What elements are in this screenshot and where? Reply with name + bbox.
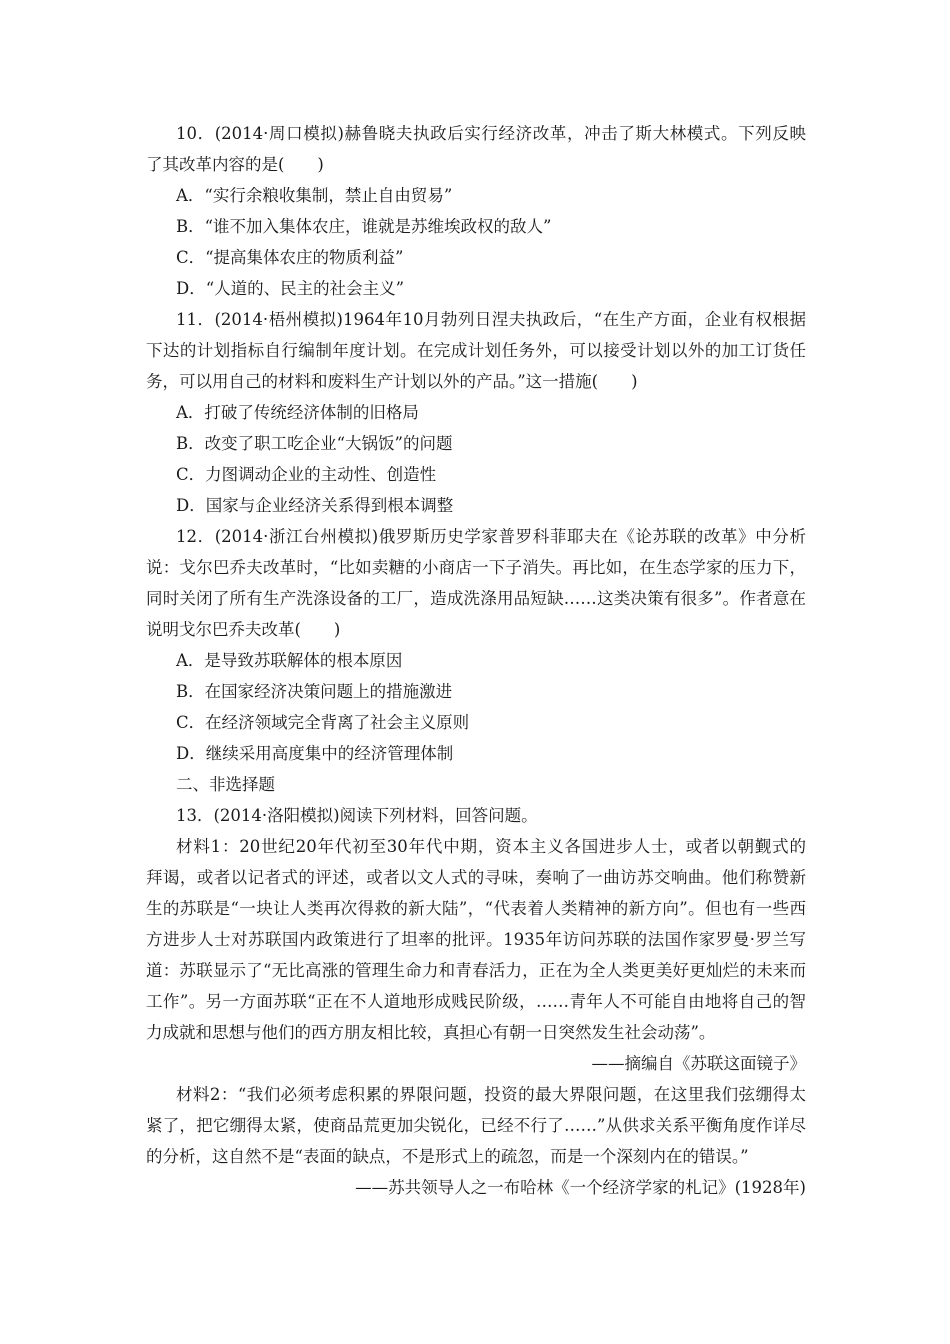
question-12-option-d: D．继续采用高度集中的经济管理体制 xyxy=(176,744,454,763)
question-12-stem-line-4: 说明戈尔巴乔夫改革( ) xyxy=(146,620,341,639)
material-1-line-1: 材料1：20世纪20年代初至30年代中期，资本主义各国进步人士，或者以朝觐式的 xyxy=(176,837,806,856)
section-heading-non-choice: 二、非选择题 xyxy=(176,775,275,794)
question-12-stem-line-3: 同时关闭了所有生产洗涤设备的工厂，造成洗涤用品短缺……这类决策有很多”。作者意在 xyxy=(146,589,806,608)
question-11-stem-line-2: 下达的计划指标自行编制年度计划。在完成计划任务外，可以接受计划以外的加工订货任 xyxy=(146,341,806,360)
question-10-option-d: D．“人道的、民主的社会主义” xyxy=(176,279,405,298)
question-10-stem-line-2: 了其改革内容的是( ) xyxy=(146,155,324,174)
question-11 xyxy=(146,304,806,521)
material-1-line-7: 力成就和思想与他们的西方朋友相比较，真担心有朝一日突然发生社会动荡”。 xyxy=(146,1023,716,1042)
material-2 xyxy=(146,1079,806,1203)
question-11-stem-line-1: 11．(2014·梧州模拟)1964年10月勃列日涅夫执政后，“在生产方面，企业有权根据 xyxy=(176,310,806,329)
question-12 xyxy=(146,521,806,769)
material-1-line-5: 道：苏联显示了“无比高涨的管理生命力和青春活力，正在为全人类更美好更灿烂的未来而 xyxy=(146,961,806,980)
material-2-line-3: 的分析，这自然不是“表面的缺点，不是形式上的疏忽，而是一个深刻内在的错误。” xyxy=(146,1147,749,1166)
material-1-source: ——摘编自《苏联这面镜子》 xyxy=(591,1054,806,1073)
question-11-option-a: A．打破了传统经济体制的旧格局 xyxy=(176,403,419,422)
question-10-option-c: C．“提高集体农庄的物质利益” xyxy=(176,248,404,267)
question-11-option-c: C．力图调动企业的主动性、创造性 xyxy=(176,465,437,484)
question-12-option-b: B．在国家经济决策问题上的措施激进 xyxy=(176,682,453,701)
question-11-option-d: D．国家与企业经济关系得到根本调整 xyxy=(176,496,454,515)
material-1-line-6: 工作”。另一方面苏联“正在不人道地形成贱民阶级，……青年人不可能自由地将自己的智 xyxy=(146,992,806,1011)
document-page xyxy=(146,118,806,1203)
material-1 xyxy=(146,831,806,1079)
material-2-source: ——苏共领导人之一布哈林《一个经济学家的札记》(1928年) xyxy=(355,1178,806,1197)
material-2-line-2: 紧了，把它绷得太紧，使商品荒更加尖锐化，已经不行了……”从供求关系平衡角度作详尽 xyxy=(146,1116,806,1135)
material-1-line-2: 拜谒，或者以记者式的评述，或者以文人式的寻味，奏响了一曲访苏交响曲。他们称赞新 xyxy=(146,868,806,887)
question-12-stem-line-1: 12．(2014·浙江台州模拟)俄罗斯历史学家普罗科菲耶夫在《论苏联的改革》中分析 xyxy=(176,527,806,546)
material-1-line-3: 生的苏联是“一块让人类再次得救的新大陆”，“代表着人类精神的新方向”。但也有一些西 xyxy=(146,899,806,918)
question-13 xyxy=(146,800,806,1203)
question-10-option-a: A．“实行余粮收集制，禁止自由贸易” xyxy=(176,186,453,205)
question-10-stem-line-1: 10．(2014·周口模拟)赫鲁晓夫执政后实行经济改革，冲击了斯大林模式。下列反映 xyxy=(176,124,806,143)
material-2-line-1: 材料2：“我们必须考虑积累的界限问题，投资的最大界限问题，在这里我们弦绷得太 xyxy=(176,1085,806,1104)
material-1-line-4: 方进步人士对苏联国内政策进行了坦率的批评。1935年访问苏联的法国作家罗曼·罗兰写 xyxy=(146,930,806,949)
question-13-stem: 13．(2014·洛阳模拟)阅读下列材料，回答问题。 xyxy=(176,806,538,825)
question-12-stem-line-2: 说：戈尔巴乔夫改革时，“比如卖糖的小商店一下子消失。再比如，在生态学家的压力下， xyxy=(146,558,806,577)
question-10-option-b: B．“谁不加入集体农庄，谁就是苏维埃政权的敌人” xyxy=(176,217,552,236)
question-11-stem-line-3: 务，可以用自己的材料和废料生产计划以外的产品。”这一措施( ) xyxy=(146,372,638,391)
question-10 xyxy=(146,118,806,304)
question-12-option-c: C．在经济领域完全背离了社会主义原则 xyxy=(176,713,470,732)
question-12-option-a: A．是导致苏联解体的根本原因 xyxy=(176,651,403,670)
question-11-option-b: B．改变了职工吃企业“大锅饭”的问题 xyxy=(176,434,453,453)
